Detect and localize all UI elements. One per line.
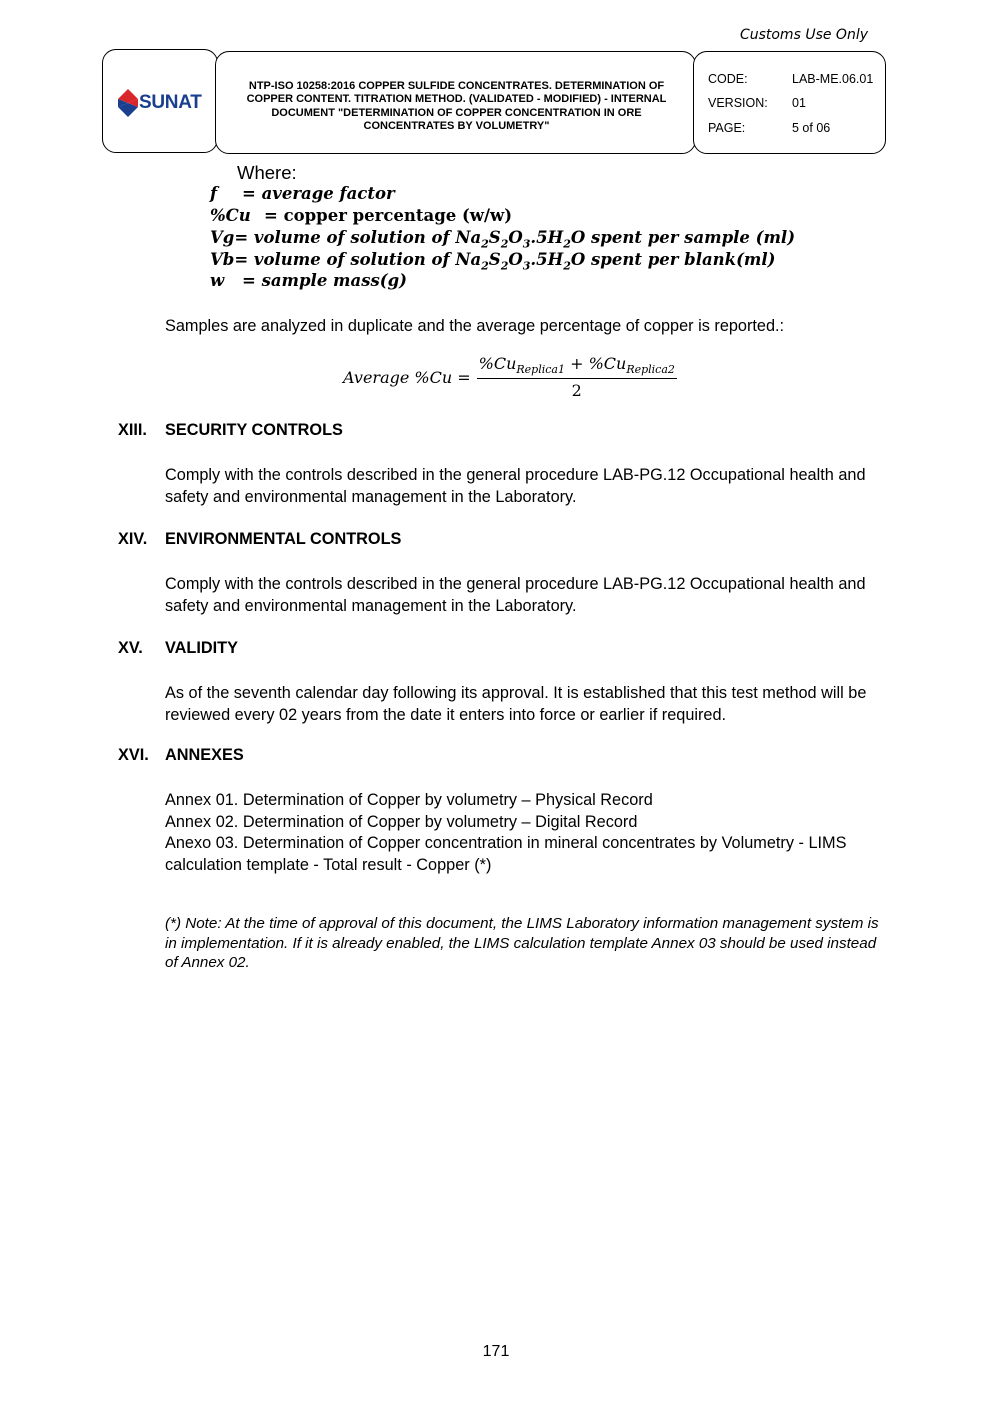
section-title: SECURITY CONTROLS [165,421,343,439]
annex-list [165,790,887,876]
page-number: 171 [482,1343,510,1360]
definition-symbol: w [210,271,225,290]
duplicate-paragraph: Samples are analyzed in duplicate and the average percentage of copper is reported.: [165,317,785,335]
definition-text-suffix: spent per sample (ml) [585,228,795,247]
section-title: VALIDITY [165,639,238,657]
version-value: 01 [792,96,806,110]
section-text: Comply with the controls described in the general procedure LAB-PG.12 Occupational health and safety and environmental management in the Laboratory. [165,466,866,506]
formula-denominator: 2 [571,381,582,401]
definition-text: = sample mass(g) [242,271,407,290]
average-formula [343,354,677,400]
annex-item: Anexo 03. Determination of Copper concentration in mineral concentrates by Volumetry - LIMS calculation template - Total result - Copper (*) [165,834,847,874]
definition-symbol: Vg [210,228,235,247]
formula-fraction [477,354,677,400]
definition-cu [210,206,512,225]
definition-text: = copper percentage (w/w) [264,206,513,225]
logo-box [102,49,218,153]
definition-f [210,184,395,203]
formula-numerator: $\%Cu_{Replica1} + \%Cu_{Replica2}$ [477,354,677,379]
section-number: XVI. [118,746,149,764]
definition-text: = volume of solution of Na [234,250,482,269]
definition-symbol: %Cu [210,206,251,225]
section-number: XV. [118,639,143,657]
document-meta-box [693,51,886,154]
document-title: NTP-ISO 10258:2016 COPPER SULFIDE CONCENTRATES. DETERMINATION OF COPPER CONTENT. TITRATION METHOD. (VALIDATED - MODIFIED) - INTERNAL DOCUMENT "DETERMINATION OF COPPER CONCENTRATION IN ORE CONCENTRATES BY VOLUMETRY" [246,80,667,132]
page-value: 5 of 06 [792,121,831,135]
sunat-logo [117,88,202,118]
formula-lhs: Average %Cu = [343,367,471,387]
page-label: PAGE: [708,121,746,135]
version-label: VERSION: [708,96,768,110]
sunat-emblem-icon [117,88,139,118]
definition-vb: Vb= volume of solution of $Na_2S_2O_3.5H_2O$ spent per blank(ml) [210,250,776,273]
version-row [708,96,806,110]
definition-vg: Vg= volume of solution of $Na_2S_2O_3.5H_2O$ spent per sample (ml) [210,228,795,251]
document-title-box [215,51,696,154]
section-number: XIV. [118,530,148,548]
page-row [708,121,831,135]
annex-item: Annex 01. Determination of Copper by volumetry – Physical Record [165,791,653,809]
section-title: ENVIRONMENTAL CONTROLS [165,530,402,548]
classification-label: Customs Use Only [739,27,868,43]
section-text: Comply with the controls described in the general procedure LAB-PG.12 Occupational health and safety and environmental management in the Laboratory. [165,575,866,615]
footnote: (*) Note: At the time of approval of this document, the LIMS Laboratory information management system is in implementation. If it is already enabled, the LIMS calculation template Annex 03 should be used instead of Annex 02. [165,915,879,971]
where-label: Where: [237,162,297,183]
section-number: XIII. [118,421,147,439]
section-text: As of the seventh calendar day following its approval. It is established that this test method will be reviewed every 02 years from the date it enters into force or earlier if required. [165,684,867,724]
definition-symbol: f [210,184,218,203]
definition-text-suffix: spent per blank(ml) [585,250,776,269]
code-label: CODE: [708,72,748,86]
code-value: LAB-ME.06.01 [792,72,874,86]
definition-text: = average factor [242,184,395,203]
definition-text: = volume of solution of Na [234,228,482,247]
definition-w [210,271,407,290]
code-row [708,72,874,86]
logo-text: SUNAT [139,92,202,113]
section-title: ANNEXES [165,746,244,764]
definition-symbol: Vb [210,250,235,269]
annex-item: Annex 02. Determination of Copper by volumetry – Digital Record [165,812,638,831]
